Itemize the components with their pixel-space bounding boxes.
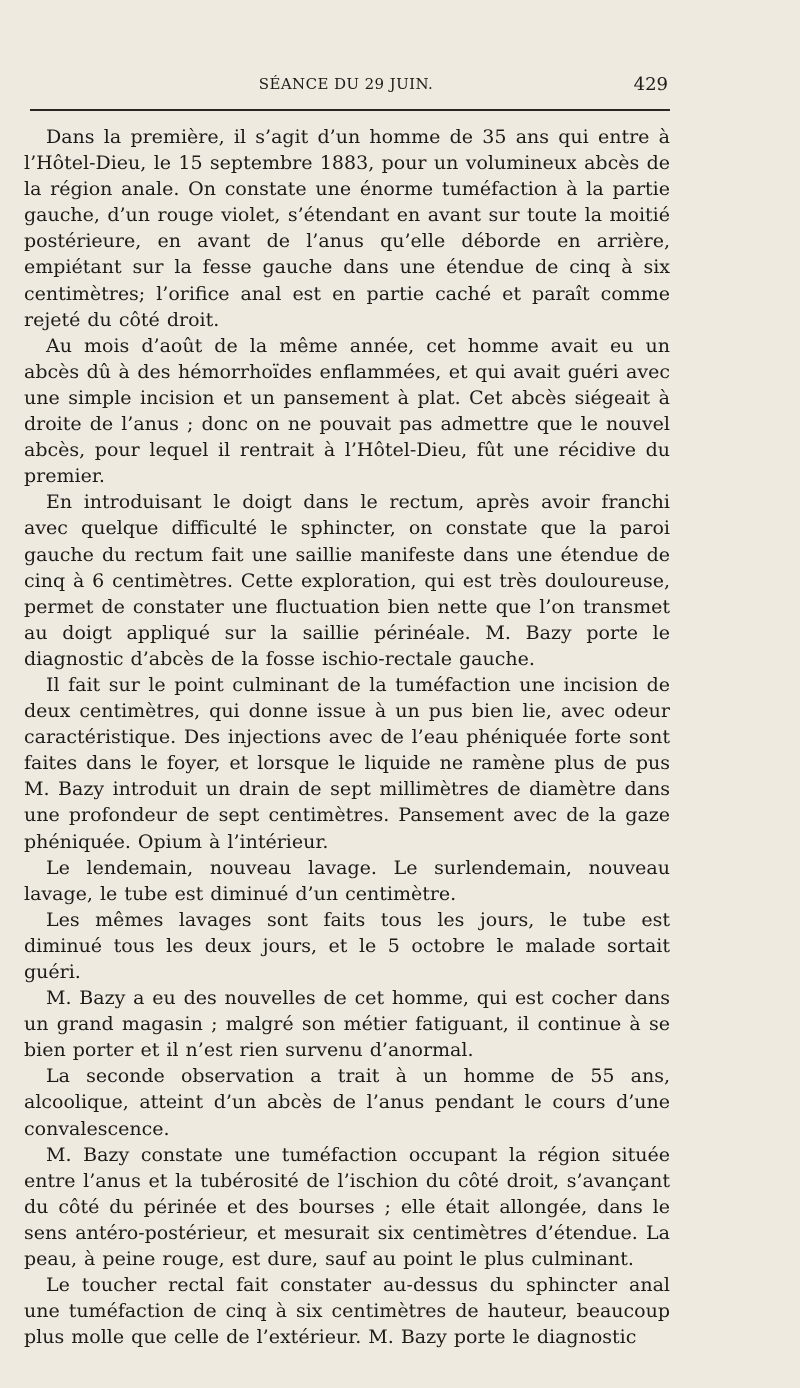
paragraph-6: Les mêmes lavages sont faits tous les jours, le tube est diminué tous les deux jours, et le 5 octobre le malade sortait guéri.: [24, 908, 670, 983]
paragraph-1: Dans la première, il s’agit d’un homme de 35 ans qui entre à l’Hôtel-Dieu, le 15 septembre 1883, pour un volumineux abcès de la région anale. On constate une énorme tuméfaction à la partie gauche, d’un rouge violet, s’étendant en avant sur toute la moitié postérieure, en avant de l’anus qu’elle déborde en arrière, empiétant sur la fesse gauche dans une étendue de cinq à six centimètres; l’orifice anal est en partie caché et paraît comme rejeté du côté droit.: [24, 126, 670, 331]
paragraph-5: Le lendemain, nouveau lavage. Le surlendemain, nouveau lavage, le tube est diminué d’un centimètre.: [24, 856, 670, 905]
paragraph-9: M. Bazy constate une tuméfaction occupant la région située entre l’anus et la tubérosité de l’ischion du côté droit, s’avançant du côté du périnée et des bourses ; elle était allongée, dans le sens antéro-postérieur, et mesurait six centimètres d’étendue. La peau, à peine rouge, est dure, sauf au point le plus culminant.: [24, 1143, 670, 1271]
body-text: [24, 124, 670, 1350]
paragraph-4: Il fait sur le point culminant de la tuméfaction une incision de deux centimètres, qui donne issue à un pus bien lie, avec odeur caractéristique. Des injections avec de l’eau phéniquée forte sont faites dans le foyer, et lorsque le liquide ne ramène plus de pus M. Bazy introduit un drain de sept millimètres de diamètre dans une profondeur de sept centimètres. Pansement avec de la gaze phéniquée. Opium à l’intérieur.: [24, 673, 670, 853]
paragraph-7: M. Bazy a eu des nouvelles de cet homme, qui est cocher dans un grand magasin ; malgré son métier fatiguant, il continue à se bien porter et il n’est rien survenu d’anormal.: [24, 987, 670, 1062]
running-title: SÉANCE DU 29 JUIN.: [258, 75, 434, 93]
paragraph-3: En introduisant le doigt dans le rectum, après avoir franchi avec quelque difficulté le sphincter, on constate que la paroi gauche du rectum fait une saillie manifeste dans une étendue de cinq à 6 centimètres. Cette exploration, qui est très douloureuse, permet de constater une fluctuation bien nette que l’on transmet au doigt appliqué sur la saillie périnéale. M. Bazy porte le diagnostic d’abcès de la fosse ischio-rectale gauche.: [24, 491, 670, 670]
page-number: 429: [633, 74, 668, 95]
paragraph-10: Le toucher rectal fait constater au-dessus du sphincter anal une tuméfaction de cinq à six centimètres de hauteur, beaucoup plus molle que celle de l’extérieur. M. Bazy porte le diagnostic: [24, 1274, 670, 1349]
paragraph-2: Au mois d’août de la même année, cet homme avait eu un abcès dû à des hémorrhoïdes enflammées, et qui avait guéri avec une simple incision et un pansement à plat. Cet abcès siégeait à droite de l’anus ; donc on ne pouvait pas admettre que le nouvel abcès, pour lequel il rentrait à l’Hôtel-Dieu, fût une récidive du premier.: [24, 334, 670, 488]
paragraph-8: La seconde observation a trait à un homme de 55 ans, alcoolique, atteint d’un abcès de l’anus pendant le cours d’une convalescence.: [24, 1065, 670, 1140]
header-rule: [30, 109, 670, 111]
running-head: [24, 75, 668, 101]
